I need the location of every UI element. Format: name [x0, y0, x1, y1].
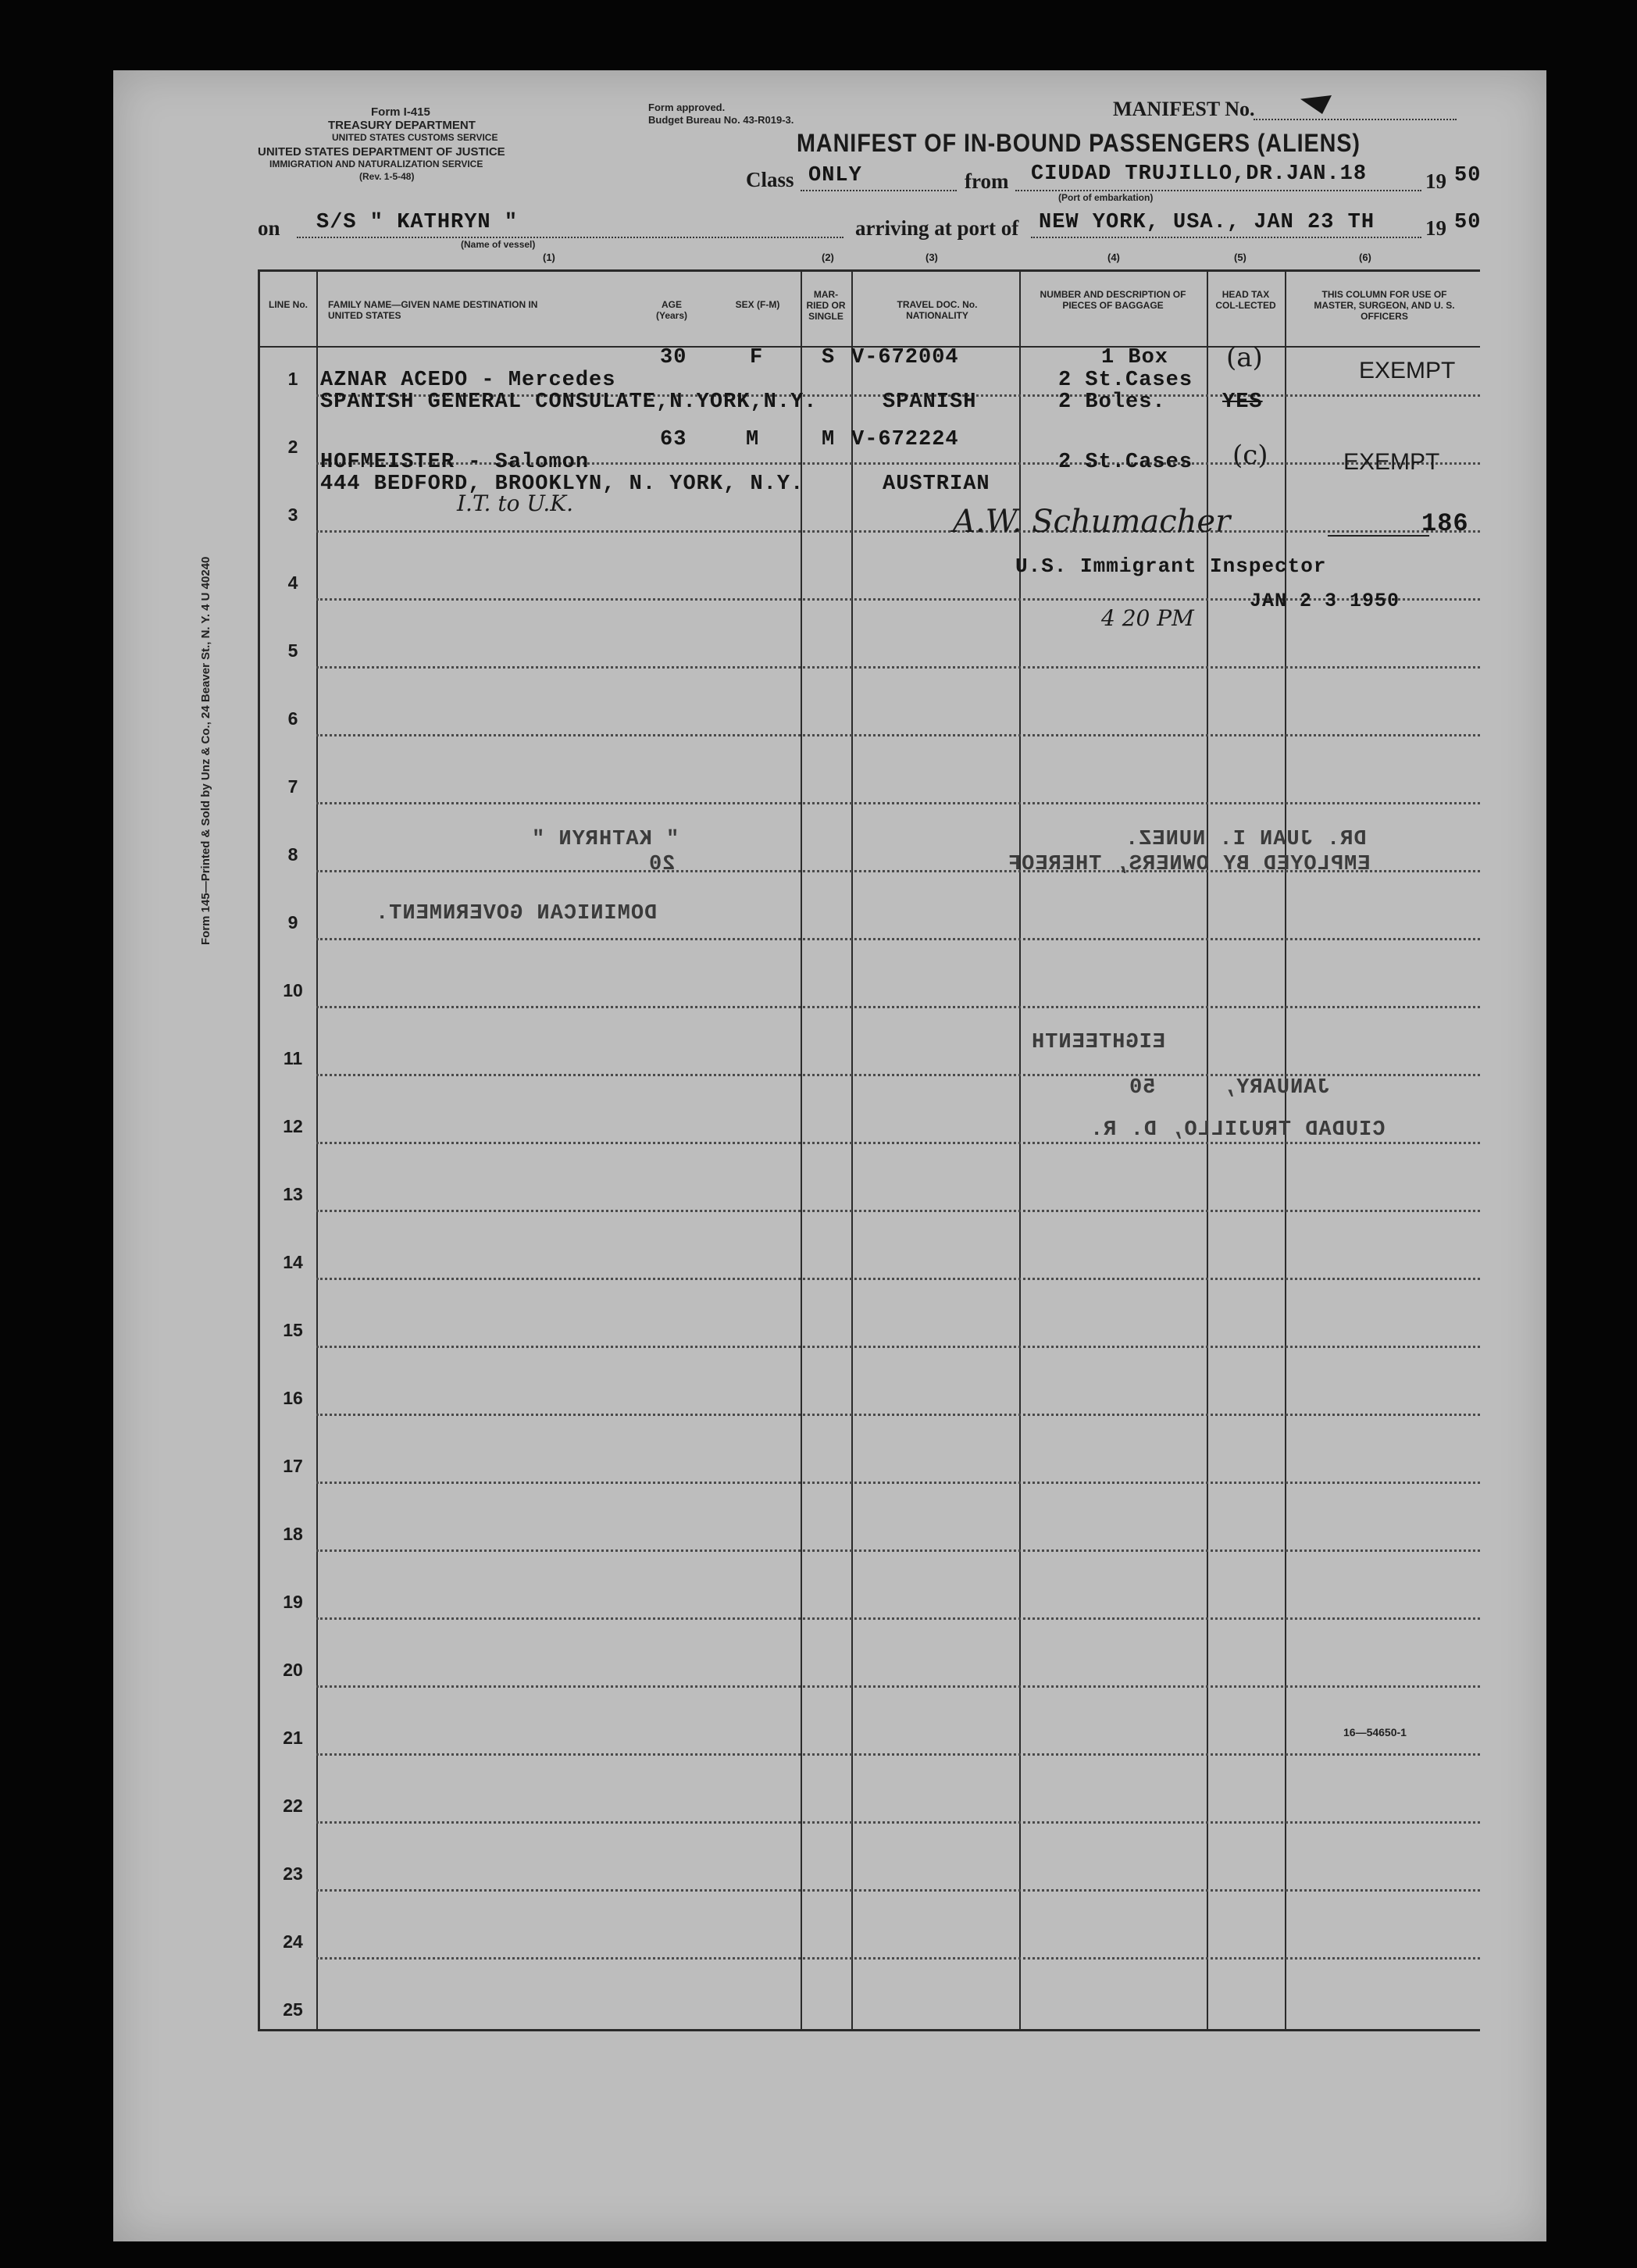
row-divider [316, 1346, 1480, 1348]
row-divider [316, 1821, 1480, 1824]
row-number: 7 [287, 776, 298, 797]
row-divider [316, 1006, 1480, 1008]
row-divider [316, 1753, 1480, 1756]
passenger-1-destination: SPANISH GENERAL CONSULATE,N.YORK,N.Y. [320, 390, 818, 414]
class-value: ONLY [808, 164, 862, 187]
row-number: 9 [287, 912, 298, 933]
side-printer-text: Form 145—Printed & Sold by Unz & Co., 24 Beaver St., N. Y. 4 U 40240 [199, 556, 212, 945]
passenger-1-head-tax: YES [1222, 390, 1263, 414]
row-number: 22 [283, 1796, 303, 1816]
from-label: from [965, 169, 1009, 193]
row-number: 12 [283, 1116, 303, 1136]
passenger-2-name: HOFMEISTER - Salomon [320, 451, 590, 474]
time-note: 4 20 PM [1101, 605, 1194, 631]
date-stamp: JAN 2 3 1950 [1250, 590, 1400, 612]
ins-service: IMMIGRATION AND NATURALIZATION SERVICE [269, 159, 483, 169]
on-label: on [258, 216, 280, 240]
row-divider [316, 1685, 1480, 1688]
form-number: Form I-415 [371, 105, 430, 119]
bleed-line-9: CIUDAD TRUJILLO, D. R. [1090, 1118, 1386, 1142]
header-age: AGE (Years) [655, 299, 688, 321]
arrival-port-value: NEW YORK, USA., JAN 23 TH [1039, 211, 1375, 234]
passenger-1-baggage-3: 2 Boles. [1058, 390, 1166, 414]
passenger-1-doc: V-672004 [851, 346, 959, 369]
passenger-1-officer-note: EXEMPT [1359, 358, 1456, 383]
class-label: Class [746, 168, 794, 191]
row-number: 14 [283, 1252, 303, 1272]
inspector-signature: A.W. Schumacher [953, 504, 1231, 540]
row-divider [316, 734, 1480, 736]
passenger-2-nationality: AUSTRIAN [883, 472, 990, 496]
arrival-year-prefix: 19 [1425, 216, 1446, 240]
row-divider [316, 1889, 1480, 1892]
header-line-no: LINE No. [269, 299, 308, 310]
header-sex: SEX (F-M) [735, 299, 780, 310]
row-number: 18 [283, 1524, 303, 1544]
row-divider [316, 1549, 1480, 1552]
customs-service: UNITED STATES CUSTOMS SERVICE [332, 132, 498, 143]
passenger-2-sex: M [746, 428, 760, 451]
passenger-2-handwritten: I.T. to U.K. [457, 490, 574, 516]
row-number: 24 [283, 1931, 303, 1952]
row-divider [316, 1414, 1480, 1416]
row-divider [316, 1278, 1480, 1280]
row-divider [316, 1142, 1480, 1144]
col-line [1285, 269, 1286, 2029]
treasury-dept: TREASURY DEPARTMENT [328, 119, 476, 132]
vessel-caption: (Name of vessel) [461, 239, 536, 250]
bleed-line-2: " KATHRYN " [531, 828, 679, 851]
passenger-1-tax-mark: (a) [1226, 342, 1263, 373]
row-number: 4 [287, 572, 298, 593]
table-bottom-border [258, 2029, 1480, 2031]
row-number: 17 [283, 1456, 303, 1476]
dept-justice: UNITED STATES DEPARTMENT OF JUSTICE [258, 145, 505, 159]
header-officers: THIS COLUMN FOR USE OF MASTER, SURGEON, AND U. S. OFFICERS [1314, 289, 1455, 322]
row-number: 20 [283, 1660, 303, 1680]
header-married: MAR-RIED OR SINGLE [806, 289, 846, 322]
passenger-1-baggage-2: 2 St.Cases [1058, 369, 1193, 392]
col-line [258, 269, 260, 2029]
passenger-2-doc: V-672224 [851, 428, 959, 451]
table-top-border [258, 269, 1480, 272]
arrival-dotline [1031, 237, 1421, 238]
row-divider [316, 1617, 1480, 1620]
row-number: 15 [283, 1320, 303, 1340]
row-number: 3 [287, 505, 298, 525]
row-number: 8 [287, 844, 298, 865]
col-line [851, 269, 853, 2029]
footer-code: 16—54650-1 [1343, 1726, 1407, 1738]
manifest-no-label: MANIFEST No. [1113, 98, 1255, 120]
from-dotline [1015, 190, 1421, 191]
passenger-1-age: 30 [660, 346, 687, 369]
header-name: FAMILY NAME—GIVEN NAME DESTINATION IN UNITED STATES [328, 299, 538, 321]
row-number: 6 [287, 708, 298, 729]
passenger-2-officer-note: EXEMPT [1343, 449, 1440, 475]
passenger-1-married: S [822, 346, 836, 369]
from-year: 50 [1454, 164, 1482, 187]
row-number: 19 [283, 1592, 303, 1612]
row-divider [316, 938, 1480, 940]
vessel-dotline [297, 237, 843, 238]
bleed-line-8: 50 [1129, 1076, 1156, 1100]
rev-date: (Rev. 1-5-48) [359, 171, 415, 182]
bleed-line-1: DR. JUAN I. NUNEZ. [1125, 828, 1367, 851]
port-embarkation-caption: (Port of embarkation) [1058, 192, 1154, 203]
form-approved: Form approved. [648, 102, 726, 113]
row-divider [316, 1482, 1480, 1484]
header-head-tax: HEAD TAX COL-LECTED [1215, 289, 1276, 311]
page-title: MANIFEST OF IN-BOUND PASSENGERS (ALIENS) [797, 129, 1361, 157]
row-number: 13 [283, 1184, 303, 1204]
passenger-1-sex: F [750, 346, 764, 369]
col-num-3: (3) [925, 251, 938, 263]
row-number: 11 [283, 1048, 303, 1068]
from-value: CIUDAD TRUJILLO,DR.JAN.18 [1031, 162, 1368, 186]
bleed-line-4: 20 [648, 853, 676, 876]
row-divider [316, 1957, 1480, 1960]
budget-bureau: Budget Bureau No. 43-R019-3. [648, 114, 794, 126]
col-num-6: (6) [1359, 251, 1371, 263]
header-baggage: NUMBER AND DESCRIPTION OF PIECES OF BAGGAGE [1040, 289, 1186, 311]
passenger-2-age: 63 [660, 428, 687, 451]
col-line [316, 269, 318, 2029]
row-number: 10 [283, 980, 303, 1000]
passenger-1-nationality: SPANISH [883, 390, 977, 414]
arrival-year: 50 [1454, 211, 1482, 234]
passenger-2-married: M [822, 428, 836, 451]
row-number: 5 [287, 640, 298, 661]
col-num-4: (4) [1107, 251, 1120, 263]
inspector-title: U.S. Immigrant Inspector [1015, 555, 1327, 578]
row-number: 23 [283, 1863, 303, 1884]
vessel-value: S/S " KATHRYN " [316, 211, 519, 234]
inspector-number: 186 [1421, 509, 1469, 538]
row-number: 21 [283, 1728, 303, 1748]
passenger-2-baggage-1: 2 St.Cases [1058, 451, 1193, 474]
col-line [801, 269, 802, 2029]
row-divider [316, 530, 1480, 533]
row-divider [316, 1210, 1480, 1212]
bleed-line-3: EMPLOYED BY OWNERS, THEREOF [1008, 853, 1371, 876]
row-number: 16 [283, 1388, 303, 1408]
manifest-no-line [1254, 119, 1457, 120]
from-year-prefix: 19 [1425, 169, 1446, 193]
signature-underline [1328, 535, 1429, 537]
header-travel-doc: TRAVEL DOC. No. NATIONALITY [897, 299, 978, 321]
bleed-line-7: JANUARY, [1222, 1076, 1330, 1100]
col-num-1: (1) [543, 251, 555, 263]
col-num-5: (5) [1234, 251, 1246, 263]
row-number: 25 [283, 1999, 303, 2020]
passenger-2-tax-mark: (c) [1232, 440, 1268, 471]
arriving-label: arriving at port of [855, 216, 1019, 240]
row-divider [316, 802, 1480, 804]
passenger-1-baggage-1: 1 Box [1101, 346, 1169, 369]
passenger-2-destination: 444 BEDFORD, BROOKLYN, N. YORK, N.Y. [320, 472, 804, 496]
class-dotline [801, 190, 957, 191]
bleed-line-6: EIGHTEENTH [1031, 1031, 1166, 1054]
col-num-2: (2) [822, 251, 834, 263]
row-number: 1 [287, 369, 298, 389]
row-number: 2 [287, 437, 298, 457]
bleed-line-5: DOMINICAN GOVERNMENT. [375, 902, 658, 925]
row-divider [316, 666, 1480, 669]
passenger-1-name: AZNAR ACEDO - Mercedes [320, 369, 616, 392]
